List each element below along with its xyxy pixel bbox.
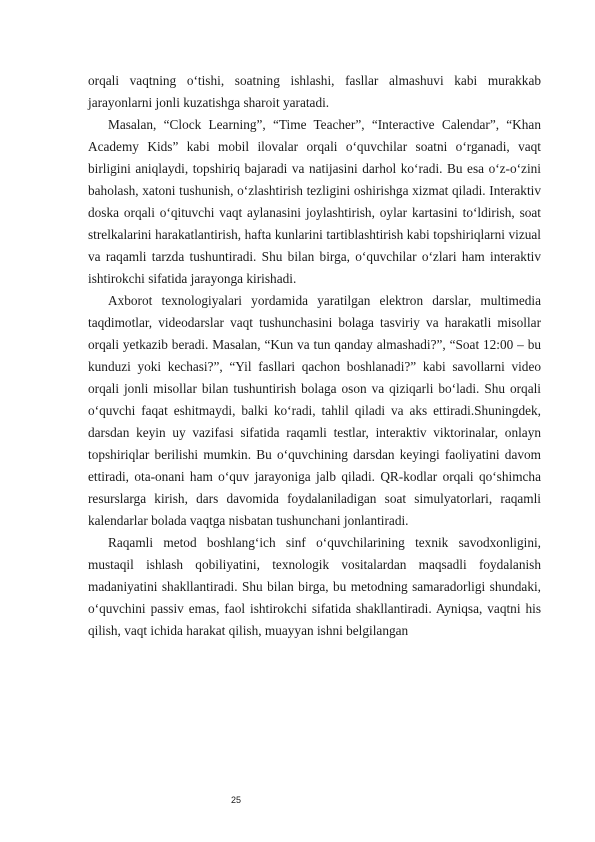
paragraph-it-lessons: Axborot texnologiyalari yordamida yaratilgan elektron darslar, multimedia taqdimotlar, videodarslar vaqt tushunchasini bolaga tasviriy va harakatli misollar orqali yetkazib beradi. Masalan, “Kun va tun qanday almashadi?”, “Soat 12:00 – bu kunduzi yoki kechasi?”, “Yil fasllari qachon boshlanadi?” kabi savollarni video orqali jonli misollar bilan tushuntirish bolaga oson va qiziqarli bo‘ladi. Shu orqali o‘quvchi faqat eshitmaydi, balki ko‘radi, tahlil qiladi va aks ettiradi.Shuningdek, darsdan keyin uy vazifasi sifatida raqamli testlar, interaktiv viktorinalar, onlayn topshiriqlar berilishi mumkin. Bu o‘quvchining darsdan keyingi faoliyatini davom ettiradi, ota-onani ham o‘quv jarayoniga jalb qiladi. QR-kodlar orqali qo‘shimcha resurslarga kirish, dars davomida foydalaniladigan soat simulyatorlari, raqamli kalendarlar bolada vaqtga nisbatan tushunchani jonlantiradi. bbox=[88, 293, 541, 528]
body-text bbox=[88, 70, 541, 642]
paragraph-digital-method: Raqamli metod boshlang‘ich sinf o‘quvchilarining texnik savodxonligini, mustaqil ishlash qobiliyatini, texnologik vositalardan maqsadli foydalanish madaniyatini shakllantiradi. Shu bilan birga, bu metodning samaradorligi shundaki, o‘quvchini passiv emas, faol ishtirokchi sifatida shakllantiradi. Ayniqsa, vaqtni his qilish, vaqt ichida harakat qilish, muayyan ishni belgilangan bbox=[88, 535, 541, 638]
page-number: 25 bbox=[231, 795, 242, 805]
paragraph-continuation: orqali vaqtning o‘tishi, soatning ishlashi, fasllar almashuvi kabi murakkab jarayonlarni jonli kuzatishga sharoit yaratadi. bbox=[88, 73, 541, 110]
paragraph-mobile-apps: Masalan, “Clock Learning”, “Time Teacher”, “Interactive Calendar”, “Khan Academy Kids” kabi mobil ilovalar orqali o‘quvchilar soatni o‘rganadi, vaqt birligini aniqlaydi, topshiriq bajaradi va natijasini darhol ko‘radi. Bu esa o‘z-o‘zini baholash, xatoni tushunish, o‘zlashtirish tezligini oshirishga xizmat qiladi. Interaktiv doska orqali o‘qituvchi vaqt aylanasini joylashtirish, oylar kartasini to‘ldirish, soat strelkalarini harakatlantirish, hafta kunlarini tartiblashtirish kabi topshiriqlarni vizual va raqamli tarzda tushuntiradi. Shu bilan birga, o‘quvchilar o‘zlari ham interaktiv ishtirokchi sifatida jarayonga kirishadi. bbox=[88, 117, 541, 286]
